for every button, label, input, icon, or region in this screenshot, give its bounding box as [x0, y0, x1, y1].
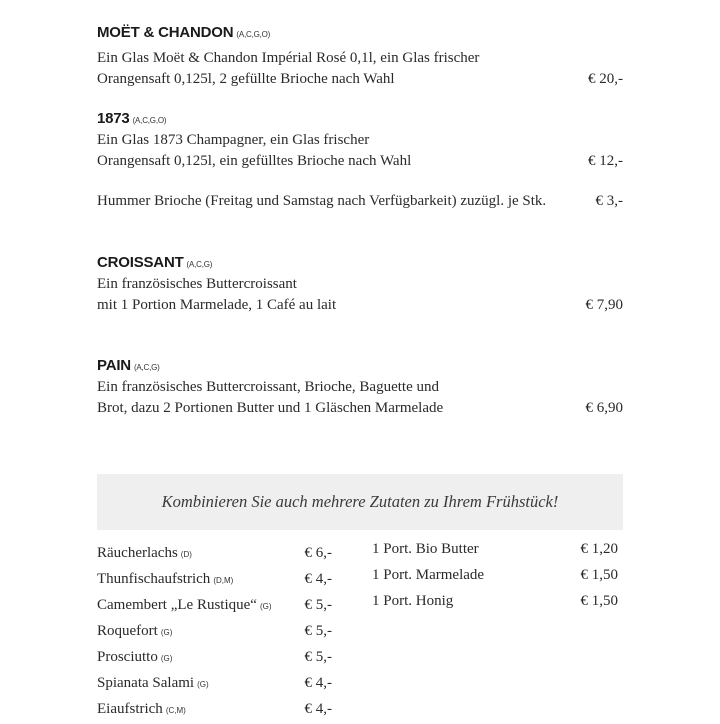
extra-price: € 1,20: [580, 541, 618, 557]
allergen-codes: (A,C,G,O): [236, 30, 271, 39]
extra-price: € 4,-: [304, 571, 332, 587]
allergen-codes: (G): [160, 654, 173, 663]
allergen-codes: (D): [180, 550, 192, 559]
extra-name: 1 Port. Bio Butter: [372, 541, 479, 557]
extra-price: € 5,-: [304, 597, 332, 613]
extra-name: Thunfischaufstrich: [97, 571, 211, 587]
menu-item-moet-chandon: [97, 22, 623, 90]
item-description-line: mit 1 Portion Marmelade, 1 Café au lait: [97, 297, 337, 313]
item-description-line: Ein Glas 1873 Champagner, ein Glas frischer: [97, 132, 370, 148]
item-description-line: Brot, dazu 2 Portionen Butter und 1 Gläschen Marmelade: [97, 400, 444, 416]
list-item: [372, 562, 618, 588]
extra-name: Räucherlachs: [97, 545, 178, 561]
item-title: PAIN: [97, 357, 131, 374]
item-title: 1873: [97, 110, 130, 127]
menu-item-pain: [97, 355, 623, 419]
item-description-line: Orangensaft 0,125l, ein gefülltes Brioche nach Wahl: [97, 153, 412, 169]
allergen-codes: (C,M): [165, 706, 186, 715]
allergen-codes: (G): [197, 680, 209, 689]
banner-text: Kombinieren Sie auch mehrere Zutaten zu Ihrem Frühstück!: [161, 492, 559, 511]
extra-price: € 5,-: [304, 649, 332, 665]
list-item: [97, 566, 332, 592]
extra-price: € 1,50: [580, 593, 618, 609]
list-item: [97, 644, 332, 670]
item-price: € 20,-: [588, 71, 623, 87]
allergen-codes: (A,C,G): [133, 363, 160, 372]
extra-name: 1 Port. Marmelade: [372, 567, 485, 583]
allergen-codes: (G): [160, 628, 173, 637]
extra-price: € 4,-: [304, 701, 332, 717]
item-price: € 6,90: [585, 400, 623, 416]
list-item: [97, 540, 332, 566]
list-item: [97, 592, 332, 618]
allergen-codes: (A,C,G,O): [132, 116, 167, 125]
list-item: [372, 588, 618, 614]
list-item: [97, 618, 332, 644]
menu-item-hummer-brioche: [97, 191, 623, 212]
extra-price: € 6,-: [304, 545, 332, 561]
extra-name: Eiaufstrich: [97, 701, 163, 717]
menu-item-1873: [97, 108, 623, 172]
extra-name: Roquefort: [97, 623, 158, 639]
allergen-codes: (D,M): [213, 576, 234, 585]
extra-price: € 4,-: [304, 675, 332, 691]
list-item: [97, 670, 332, 696]
item-title: MOËT & CHANDON: [97, 24, 234, 41]
allergen-codes: (G): [259, 602, 272, 611]
extra-price: € 5,-: [304, 623, 332, 639]
combine-banner: [97, 474, 623, 530]
item-description-line: Ein Glas Moët & Chandon Impérial Rosé 0,1l, ein Glas frischer: [97, 50, 480, 66]
list-item: [372, 536, 618, 562]
extra-price: € 1,50: [580, 567, 618, 583]
extra-name: Camembert „Le Rustique“: [97, 597, 257, 613]
extra-name: Prosciutto: [97, 649, 158, 665]
item-price: € 3,-: [595, 193, 623, 209]
item-description-line: Hummer Brioche (Freitag und Samstag nach Verfügbarkeit) zuzügl. je Stk.: [97, 193, 547, 209]
extras-list-left: [97, 540, 332, 722]
item-price: € 12,-: [588, 153, 623, 169]
item-title: CROISSANT: [97, 254, 184, 271]
list-item: [97, 696, 332, 722]
menu-item-croissant: [97, 252, 623, 316]
extra-name: 1 Port. Honig: [372, 593, 454, 609]
item-price: € 7,90: [585, 297, 623, 313]
item-description-line: Orangensaft 0,125l, 2 gefüllte Brioche nach Wahl: [97, 71, 395, 87]
extras-list-right: [372, 536, 618, 614]
allergen-codes: (A,C,G): [186, 260, 213, 269]
extra-name: Spianata Salami: [97, 675, 195, 691]
item-description-line: Ein französisches Buttercroissant, Brioche, Baguette und: [97, 379, 439, 395]
item-description-line: Ein französisches Buttercroissant: [97, 276, 297, 292]
